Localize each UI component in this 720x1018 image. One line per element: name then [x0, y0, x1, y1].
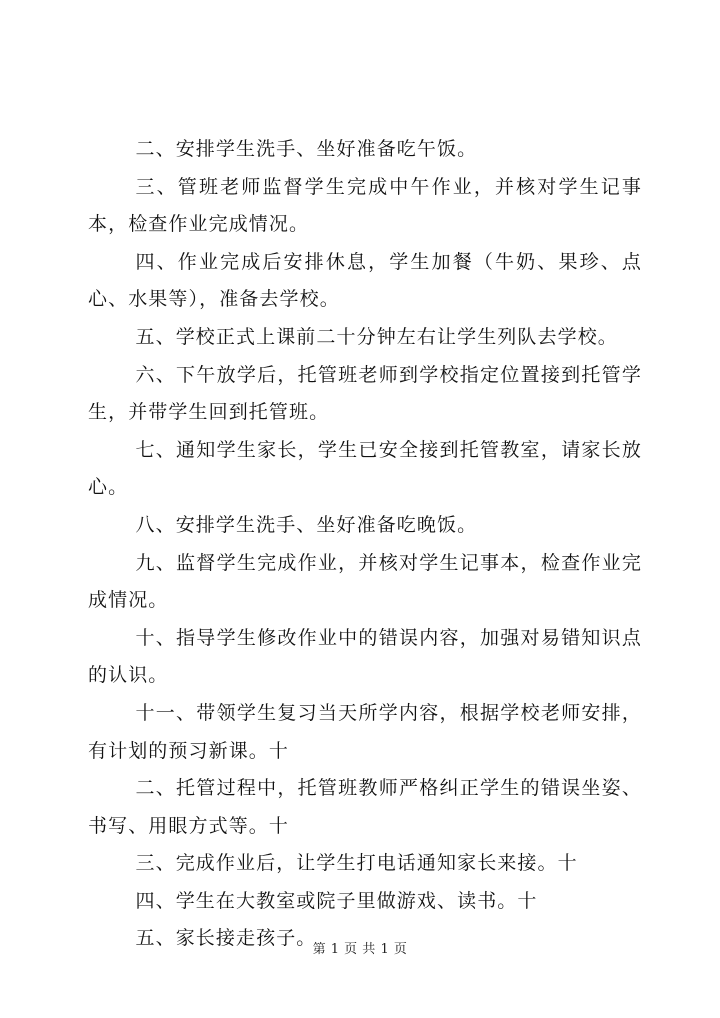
- paragraph-6: 六、下午放学后，托管班老师到学校指定位置接到托管学生，并带学生回到托管班。: [88, 363, 642, 424]
- paragraph-3: 三、管班老师监督学生完成中午作业，并核对学生记事本，检查作业完成情况。: [88, 175, 642, 236]
- paragraph-8: 八、安排学生洗手、坐好准备吃晚饭。: [135, 513, 478, 536]
- paragraph-2: 二、安排学生洗手、坐好准备吃午饭。: [135, 138, 478, 160]
- paragraph-11: 十一、带领学生复习当天所学内容，根据学校老师安排，有计划的预习新课。十: [88, 701, 642, 762]
- paragraph-13: 三、完成作业后，让学生打电话通知家长来接。十: [135, 852, 578, 875]
- document-body: [88, 131, 642, 958]
- paragraph-5: 五、学校正式上课前二十分钟左右让学生列队去学校。: [135, 325, 618, 348]
- paragraph-12: 二、托管过程中，托管班教师严格纠正学生的错误坐姿、书写、用眼方式等。十: [88, 777, 642, 837]
- page-number-footer: 第 1 页 共 1 页: [312, 942, 408, 957]
- paragraph-10: 十、指导学生修改作业中的错误内容，加强对易错知识点的认识。: [88, 626, 642, 687]
- paragraph-7: 七、通知学生家长，学生已安全接到托管教室，请家长放心。: [88, 438, 642, 499]
- paragraph-9: 九、监督学生完成作业，并核对学生记事本，检查作业完成情况。: [88, 551, 642, 612]
- paragraph-14: 四、学生在大教室或院子里做游戏、读书。十: [135, 889, 538, 912]
- paragraph-4: 四、作业完成后安排休息，学生加餐（牛奶、果珍、点心、水果等），准备去学校。: [88, 250, 642, 311]
- paragraph-15: 五、家长接走孩子。: [135, 927, 317, 950]
